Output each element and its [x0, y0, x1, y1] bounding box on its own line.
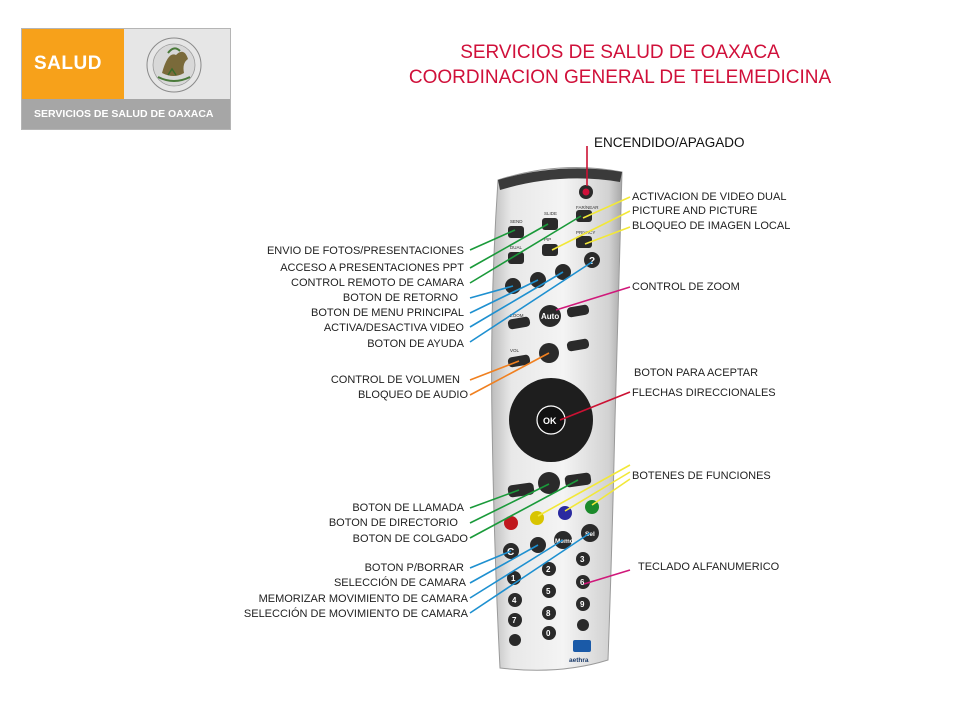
slide-button[interactable] [542, 218, 558, 230]
privacy-key-label: PRIVACY [576, 230, 596, 235]
logo-subtitle: SERVICIOS DE SALUD DE OAXACA [34, 108, 214, 120]
label-llamada: BOTON DE LLAMADA [352, 502, 464, 514]
label-audio: BLOQUEO DE AUDIO [357, 389, 468, 401]
label-aceptar: BOTON PARA ACEPTAR [634, 367, 759, 379]
svg-text:0: 0 [546, 629, 551, 638]
logo-brand: SALUD [34, 53, 102, 74]
zoom-key-label: ZOOM [510, 313, 524, 318]
svg-text:8: 8 [546, 609, 551, 618]
delete-label: C [507, 547, 515, 558]
label-colgado: BOTON DE COLGADO [352, 533, 468, 545]
label-teclado: TECLADO ALFANUMERICO [638, 561, 780, 573]
svg-text:2: 2 [546, 565, 551, 574]
help-icon: ? [589, 256, 596, 267]
auto-label: Auto [541, 312, 560, 321]
svg-text:7: 7 [512, 616, 517, 625]
sel-label: Sel [585, 531, 595, 538]
label-retorno: BOTON DE RETORNO [342, 292, 458, 304]
label-video: ACTIVA/DESACTIVA VIDEO [323, 322, 464, 334]
label-sel-camara: SELECCIÓN DE CAMARA [333, 577, 466, 589]
label-ppt: ACCESO A PRESENTACIONES PPT [280, 262, 464, 274]
label-borrar: BOTON P/BORRAR [364, 562, 464, 574]
label-zoom: CONTROL DE ZOOM [632, 281, 740, 293]
pip-key-label: PIP [544, 237, 552, 242]
ok-label: OK [543, 416, 557, 426]
aethra-logo-icon [573, 640, 591, 652]
memo-label: Memo [555, 538, 574, 545]
label-directorio: BOTON DE DIRECTORIO [328, 517, 458, 529]
page-title-line2: COORDINACION GENERAL DE TELEMEDICINA [408, 67, 832, 88]
far-near-button[interactable] [576, 210, 592, 222]
svg-text:9: 9 [580, 600, 585, 609]
svg-text:6: 6 [580, 578, 585, 587]
page-title-line1: SERVICIOS DE SALUD DE OAXACA [460, 42, 780, 63]
send-key-label: SEND [510, 219, 523, 224]
label-flechas: FLECHAS DIRECCIONALES [632, 387, 776, 399]
vol-key-label: VOL [510, 348, 520, 353]
label-menu: BOTON DE MENU PRINCIPAL [310, 307, 464, 319]
label-sel-mov: SELECCIÓN DE MOVIMIENTO DE CAMARA [243, 608, 468, 620]
svg-text:1: 1 [511, 574, 516, 583]
label-camara: CONTROL REMOTO DE CAMARA [291, 277, 464, 289]
label-fotos: ENVIO DE FOTOS/PRESENTACIONES [266, 245, 464, 257]
key-hash[interactable] [577, 619, 589, 631]
label-power: ENCENDIDO/APAGADO [594, 135, 745, 150]
label-funciones: BOTENES DE FUNCIONES [632, 470, 771, 482]
label-pip: PICTURE AND PICTURE [632, 205, 758, 217]
label-volumen: CONTROL DE VOLUMEN [330, 374, 460, 386]
label-dual: ACTIVACION DE VIDEO DUAL [632, 191, 787, 203]
svg-text:5: 5 [546, 587, 551, 596]
pip-button[interactable] [542, 244, 558, 256]
svg-text:3: 3 [580, 555, 585, 564]
svg-text:4: 4 [512, 596, 517, 605]
dual-key-label: DUAL [510, 245, 523, 250]
label-memorizar: MEMORIZAR MOVIMIENTO DE CAMARA [258, 593, 468, 605]
key-star[interactable] [509, 634, 521, 646]
power-icon [583, 189, 590, 196]
slide-key-label: SLIDE [544, 211, 558, 216]
farnear-key-label: FAR/NEAR [576, 205, 599, 210]
remote-brand: aethra [569, 657, 589, 664]
label-bloqueo: BLOQUEO DE IMAGEN LOCAL [632, 220, 791, 232]
label-ayuda: BOTON DE AYUDA [367, 338, 464, 350]
